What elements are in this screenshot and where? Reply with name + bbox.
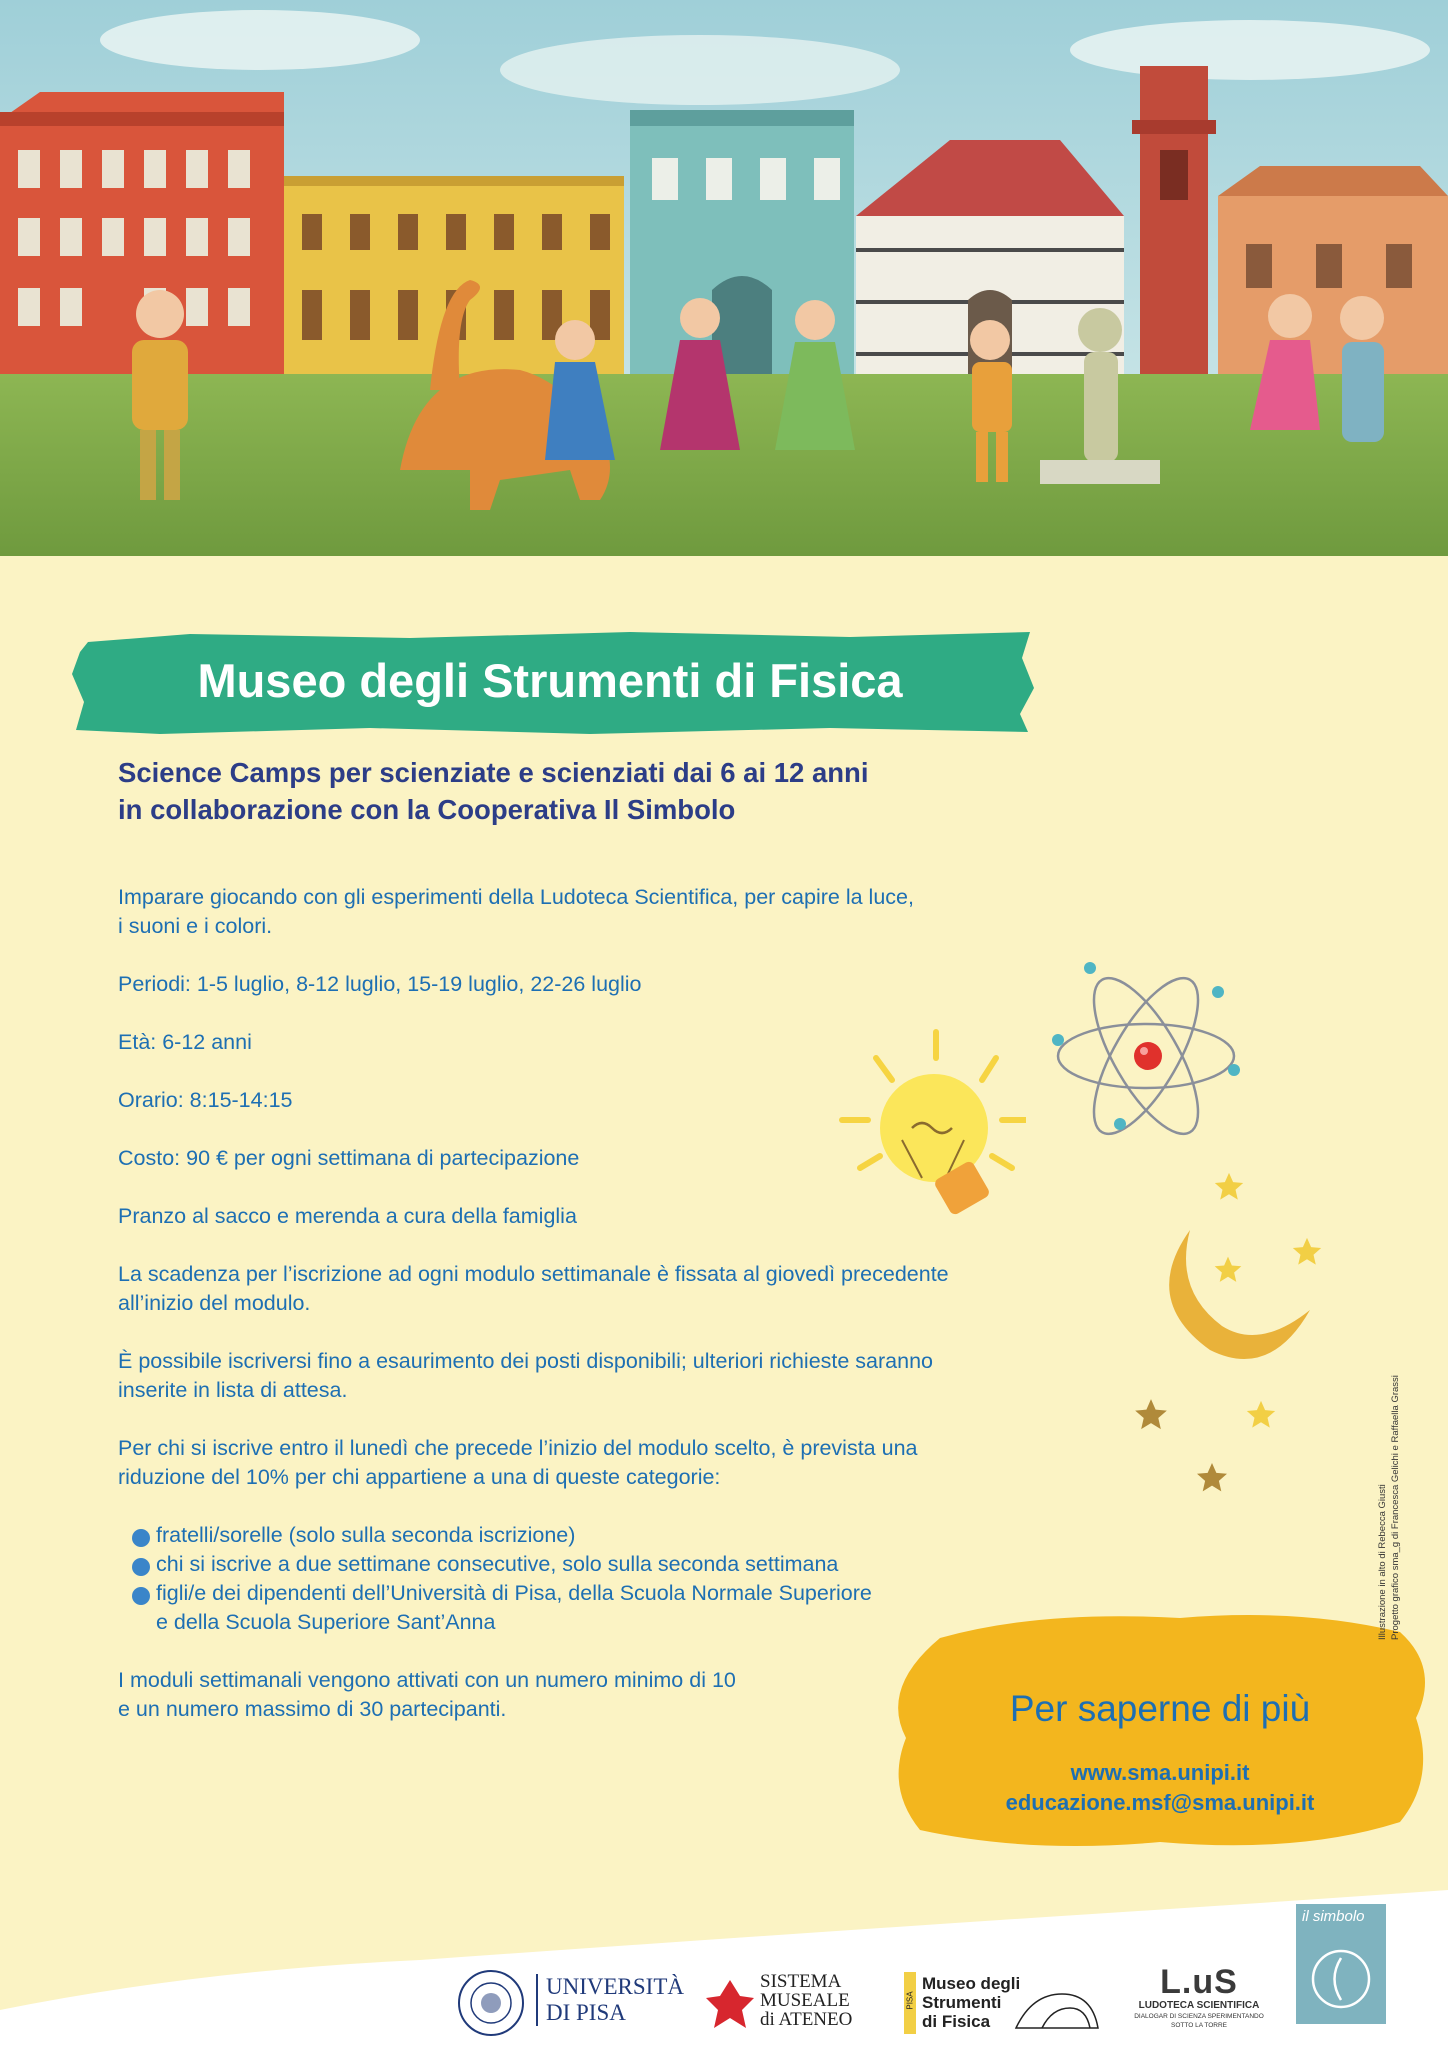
cost-paragraph: Costo: 90 € per ogni settimana di partecipazione [118,1146,580,1170]
info-box [880,1608,1440,1858]
credit-line: Illustrazione in alto di Rebecca Giusti [1377,1484,1388,1640]
logo-il-simbolo[interactable] [1296,1904,1386,2024]
logo-sma[interactable] [704,1972,874,2036]
text-line: e un numero massimo di 30 partecipanti. [118,1697,507,1721]
intro-paragraph [118,883,1078,941]
msf-name: Museo degli [922,1974,1021,1993]
msf-name: Strumenti [922,1993,1002,2012]
lus-logo-text: L.uS [1160,1963,1238,2001]
hero-illustration [0,0,1448,556]
website-link[interactable]: www.sma.unipi.it [1070,1760,1250,1785]
page-title: Museo degli Strumenti di Fisica [197,654,903,707]
star-icon [1212,1254,1244,1291]
lunch-paragraph: Pranzo al sacco e merenda a cura della famiglia [118,1204,577,1228]
unipi-name: UNIVERSITÀ [546,1974,684,1999]
logo-unipi[interactable] [456,1968,686,2038]
star-icon [1132,1396,1170,1439]
title-banner [70,628,1040,738]
text-line: Per chi si iscrive entro il lunedì che precede l’inizio del modulo scelto, è prevista una [118,1436,918,1460]
msf-tag: PISA [905,1991,915,2010]
subtitle-line: Science Camps per scienziate e scienziati dai 6 ai 12 anni [118,757,869,788]
planetarium-icon [1012,1984,1102,2034]
subtitle-line: in collaborazione con la Cooperativa Il Simbolo [118,794,736,825]
text-line: Imparare giocando con gli esperimenti della Ludoteca Scientifica, per capire la luce, [118,885,914,909]
text-line: È possibile iscriversi fino a esaurimento dei posti disponibili; ulteriori richieste saranno [118,1349,933,1373]
sma-name: MUSEALE [760,1990,850,2011]
discount-paragraph [118,1434,1078,1492]
sma-name: di ATENEO [760,2009,853,2030]
lus-name: LUDOTECA SCIENTIFICA [1138,2000,1260,2011]
periods-paragraph: Periodi: 1-5 luglio, 8-12 luglio, 15-19 luglio, 22-26 luglio [118,972,642,996]
logo-msf[interactable] [904,1972,1104,2036]
deadline-paragraph [118,1260,1078,1318]
logo-lus[interactable] [1124,1964,1274,2038]
star-icon [1212,1170,1246,1209]
list-item: fratelli/sorelle (solo sulla seconda iscrizione) [118,1521,1078,1550]
star-icon [1290,1235,1324,1274]
text-line: I moduli settimanali vengono attivati con un numero minimo di 10 [118,1668,736,1692]
tower [1132,66,1216,384]
lus-subline: SOTTO LA TORRE [1171,2022,1227,2029]
text-line: riduzione del 10% per chi appartiene a una di queste categorie: [118,1465,721,1489]
subtitle [118,754,869,828]
red-palace [0,92,284,380]
text-line: all’inizio del modulo. [118,1291,311,1315]
age-paragraph: Età: 6-12 anni [118,1030,252,1054]
msf-name: di Fisica [922,2012,991,2031]
sma-flower-icon [704,1976,756,2032]
email-link[interactable]: educazione.msf@sma.unipi.it [1005,1790,1315,1815]
light-bulb-icon [836,1028,1026,1233]
text-line: inserite in lista di attesa. [118,1378,348,1402]
lus-subline: DIALOGAR DI SCIENZA SPERIMENTANDO [1134,2013,1264,2020]
list-item: chi si iscrive a due settimane consecutive, solo sulla seconda settimana [118,1550,1078,1579]
credit-line: Progetto grafico sma_g di Francesca Gelichi e Raffaella Grassi [1390,1375,1401,1640]
star-icon [1244,1398,1278,1437]
sma-name: SISTEMA [760,1971,842,1992]
unipi-name: DI PISA [546,2000,626,2025]
simbolo-icon [1306,1944,1376,2014]
atom-icon [1040,950,1240,1145]
footer [0,1880,1448,2048]
star-icon [1194,1460,1230,1501]
schedule-paragraph: Orario: 8:15-14:15 [118,1088,293,1112]
text-line: figli/e dei dipendenti dell’Università di Pisa, della Scuola Normale Superiore [156,1581,872,1605]
seal-icon [456,1968,526,2038]
simbolo-name: il simbolo [1302,1908,1365,1925]
text-line: La scadenza per l’iscrizione ad ogni modulo settimanale è fissata al giovedì precedente [118,1262,949,1286]
text-line: e della Scuola Superiore Sant’Anna [156,1610,496,1634]
info-title: Per saperne di più [1009,1688,1311,1729]
text-line: i suoni e i colori. [118,914,273,938]
credits [1376,1320,1402,1640]
availability-paragraph [118,1347,1078,1405]
orange-building [1218,166,1448,384]
